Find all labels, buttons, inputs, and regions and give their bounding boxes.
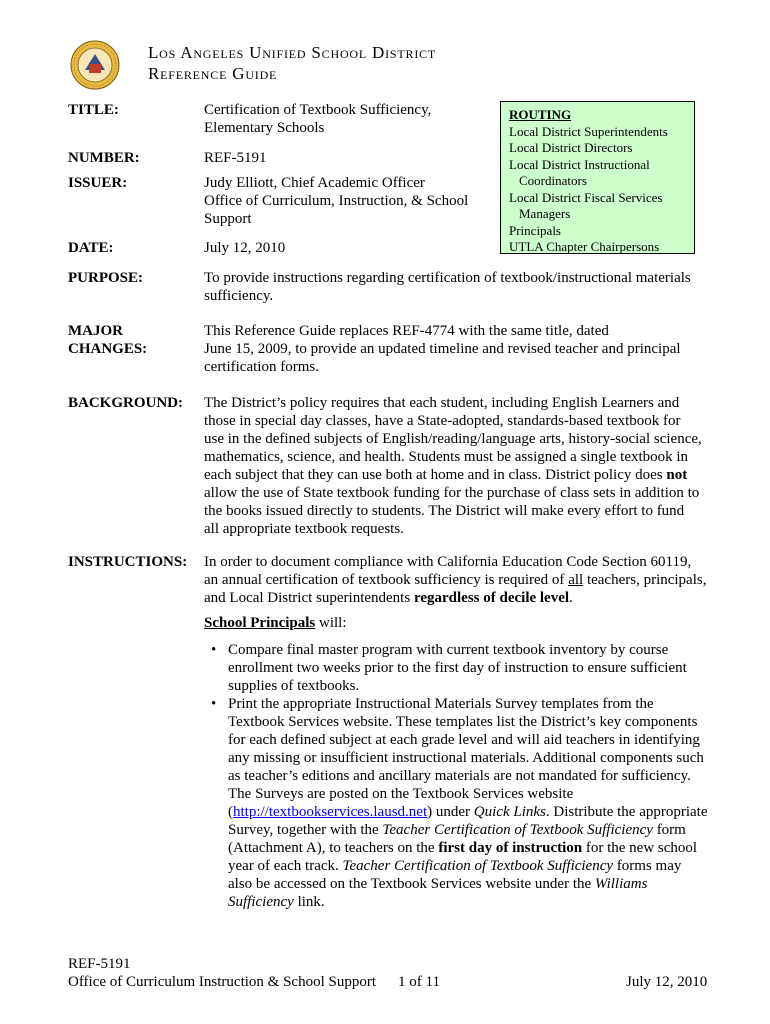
background-line: those in special day classes, have a State-adopted, standards-based textbook for — [204, 413, 681, 429]
title-line: Certification of Textbook Sufficiency, — [204, 102, 432, 118]
instructions-text-span: teachers, principals, — [583, 572, 707, 588]
instructions-line — [204, 571, 724, 589]
bullet-italic: Sufficiency — [228, 894, 294, 910]
bullet-line — [228, 875, 724, 893]
routing-line: Local District Directors — [509, 140, 633, 155]
major-label-line: MAJOR — [68, 323, 123, 339]
bullet-italic: Teacher Certification of Textbook Sufficiency — [382, 822, 653, 838]
routing-line: Managers — [519, 206, 571, 221]
footer-ref: REF-5191 — [68, 956, 131, 972]
routing-line: Local District Fiscal Services — [509, 189, 663, 205]
bullet-line: Textbook Services website. These templates list the District’s key components — [228, 714, 698, 730]
major-changes-label — [68, 322, 147, 358]
routing-line: Local District Superintendents — [509, 123, 668, 139]
bullet-text: for the new school — [582, 840, 698, 856]
bullet-text: link. — [293, 894, 325, 910]
background-line: use in the defined subjects of English/reading/language arts, history-social science, — [204, 431, 702, 447]
purpose-text — [204, 269, 724, 305]
instructions-line: In order to document compliance with California Education Code Section 60119, — [204, 554, 692, 570]
major-changes-line: June 15, 2009, to provide an updated timeline and revised teacher and principal — [204, 341, 681, 357]
doc-type: Reference Guide — [148, 64, 278, 83]
list-item — [204, 641, 724, 695]
routing-box — [500, 101, 695, 254]
bullet-emphasis: first day of instruction — [438, 840, 583, 856]
background-line: all appropriate textbook requests. — [204, 521, 404, 537]
paren: ( — [228, 804, 233, 820]
background-line: the books issued directly to students. The District will make every effort to fund — [204, 503, 685, 519]
bullet-italic: Williams — [594, 876, 648, 892]
footer-office: Office of Curriculum Instruction & School Support — [68, 974, 377, 990]
number-label: NUMBER: — [68, 150, 140, 166]
bullet-italic: Teacher Certification of Textbook Sufficiency — [342, 858, 614, 874]
background-line: The District’s policy requires that each student, including English Learners and — [204, 395, 680, 411]
instructions-label: INSTRUCTIONS: — [68, 554, 188, 570]
bullet-text: form — [652, 822, 686, 838]
major-changes-line: This Reference Guide replaces REF-4774 with the same title, dated — [204, 323, 609, 339]
major-label-line: CHANGES: — [68, 341, 148, 357]
bullet-text: also be accessed on the Textbook Services website under the — [228, 876, 592, 892]
date-value: July 12, 2010 — [204, 240, 286, 256]
org-name: Los Angeles Unified School District — [148, 43, 437, 62]
purpose-label: PURPOSE: — [68, 270, 143, 286]
bullet-line: for each defined subject at each grade level and will aid teachers in identifying — [228, 732, 700, 748]
instructions-line — [204, 589, 724, 607]
bullet-italic: Quick Links — [473, 804, 546, 820]
document-header — [148, 42, 436, 84]
textbook-services-link[interactable]: http://textbookservices.lausd.net — [233, 804, 428, 820]
background-label: BACKGROUND: — [68, 395, 183, 411]
bullet-line: Compare final master program with current textbook inventory by course — [228, 642, 669, 658]
instructions-text-span: an annual certification of textbook sufficiency is required of — [204, 572, 565, 588]
bullet-line — [228, 821, 724, 839]
instructions-underline: all — [568, 572, 584, 588]
background-line: allow the use of State textbook funding for the purchase of class sets in addition to — [204, 485, 700, 501]
bullet-line — [228, 839, 724, 857]
background-line: mathematics, science, and health. Students must be assigned a single textbook in — [204, 449, 689, 465]
principals-heading: School Principals — [204, 615, 316, 631]
background-line-text: each subject that they can use both at home and in class. District policy does — [204, 467, 663, 483]
routing-line: Principals — [509, 222, 561, 238]
routing-line: UTLA Chapter Chairpersons — [509, 239, 660, 254]
district-seal-logo — [70, 40, 120, 90]
bullet-text: ) under — [427, 804, 471, 820]
background-text — [204, 394, 724, 538]
bullet-line — [228, 857, 724, 875]
principals-heading-line — [204, 614, 724, 632]
issuer-label: ISSUER: — [68, 175, 128, 191]
issuer-line: Support — [204, 211, 252, 227]
bullet-icon: • — [211, 696, 217, 712]
instructions-text-span: and Local District superintendents — [204, 590, 411, 606]
footer-page-number: 1 of 11 — [398, 974, 440, 990]
title-value — [204, 101, 431, 137]
bullet-text: . Distribute the appropriate — [545, 804, 708, 820]
major-changes-text — [204, 322, 724, 376]
bullet-line: Print the appropriate Instructional Materials Survey templates from the — [228, 696, 654, 712]
date-label: DATE: — [68, 240, 114, 256]
issuer-line: Office of Curriculum, Instruction, & School — [204, 193, 469, 209]
bullet-line: any missing or insufficient instructional materials. Additional components such — [228, 750, 704, 766]
principals-will: will: — [315, 615, 347, 631]
issuer-line: Judy Elliott, Chief Academic Officer — [204, 175, 425, 191]
number-value: REF-5191 — [204, 150, 267, 166]
instructions-text-span: . — [569, 590, 573, 606]
instructions-text — [204, 553, 724, 607]
instructions-emphasis: regardless of decile level — [413, 590, 570, 606]
bullet-text: (Attachment A), to teachers on the — [228, 840, 435, 856]
routing-line: Coordinators — [519, 173, 587, 188]
bullet-line — [228, 803, 724, 821]
list-item — [204, 695, 724, 911]
bullet-line: enrollment two weeks prior to the first day of instruction to ensure sufficient — [228, 660, 687, 676]
footer-date: July 12, 2010 — [626, 974, 708, 990]
bullet-line — [228, 893, 724, 911]
purpose-line: sufficiency. — [204, 288, 274, 304]
bullet-text: forms may — [613, 858, 682, 874]
background-emphasis: not — [666, 467, 688, 483]
issuer-value — [204, 174, 468, 228]
purpose-line: To provide instructions regarding certification of textbook/instructional materials — [204, 270, 691, 286]
routing-line: Local District Instructional — [509, 156, 650, 172]
routing-title: ROUTING — [509, 107, 572, 122]
bullet-text: year of each track. — [228, 858, 339, 874]
bullet-icon: • — [211, 642, 217, 658]
title-line: Elementary Schools — [204, 120, 325, 136]
bullet-line: supplies of textbooks. — [228, 678, 360, 694]
title-label: TITLE: — [68, 102, 119, 118]
principals-bullet-list — [204, 641, 724, 911]
bullet-line: as teacher’s editions and ancillary materials are not mandated for sufficiency. — [228, 768, 691, 784]
bullet-line: The Surveys are posted on the Textbook Services website — [228, 786, 574, 802]
bullet-text: Survey, together with the — [228, 822, 379, 838]
major-changes-line: certification forms. — [204, 359, 319, 375]
background-line — [204, 466, 724, 484]
